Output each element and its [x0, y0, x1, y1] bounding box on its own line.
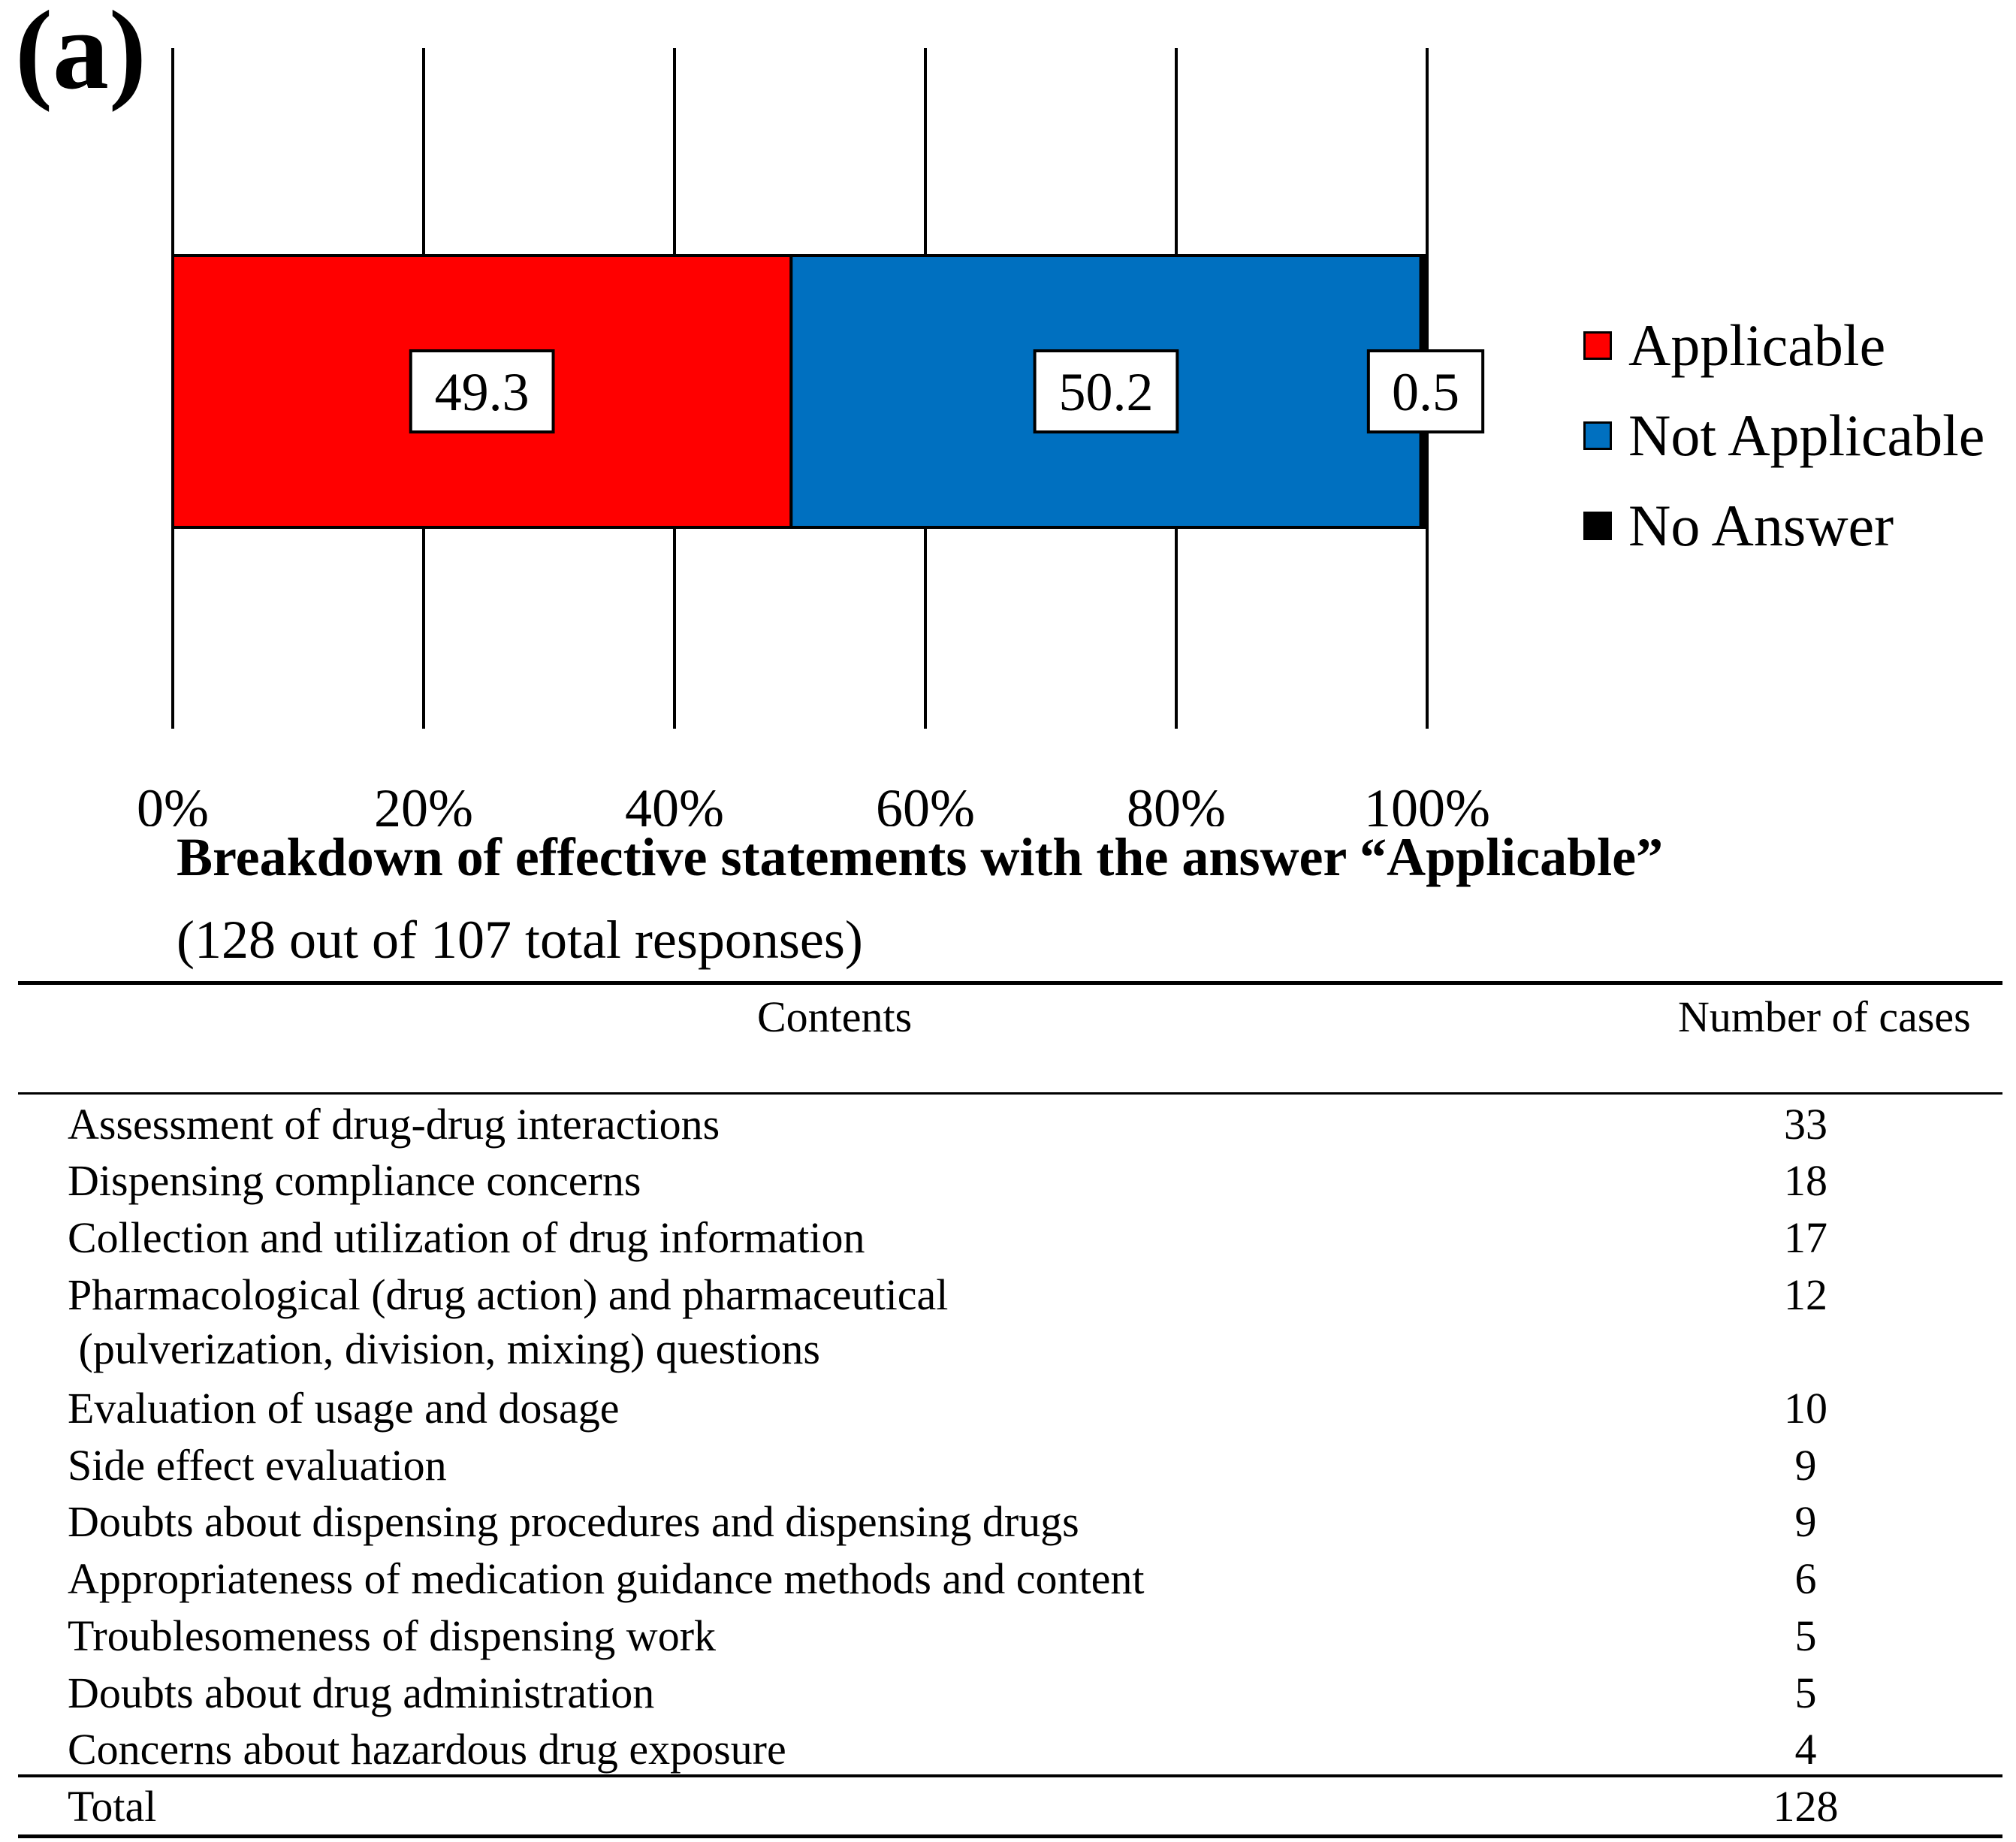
table-row-label: Appropriateness of medication guidance methods and content [68, 1554, 1145, 1603]
chart-subtitle: (128 out of 107 total responses) [177, 910, 863, 970]
table-row-value: 18 [1784, 1156, 1827, 1205]
table-total-rule [18, 1774, 2002, 1777]
legend-swatch-not-applicable [1583, 421, 1612, 450]
table-row-label: Troublesomeness of dispensing work [68, 1611, 717, 1660]
table-row-value: 12 [1784, 1270, 1827, 1319]
table-row-label-continuation: (pulverization, division, mixing) questions [68, 1324, 821, 1373]
table-bottom-rule [18, 1834, 2002, 1838]
table-row-label: Evaluation of usage and dosage [68, 1384, 620, 1433]
table-row-label: Assessment of drug-drug interactions [68, 1100, 720, 1149]
table-row-label: Concerns about hazardous drug exposure [68, 1725, 786, 1774]
legend-item-no-answer [1583, 481, 1984, 571]
x-tick-label: 40% [625, 778, 724, 826]
table-row-value: 4 [1794, 1725, 1817, 1774]
table-header-rule [18, 1092, 2002, 1095]
table-row-value: 5 [1794, 1611, 1817, 1660]
legend-label-not-applicable: Not Applicable [1628, 403, 1985, 468]
legend-label-no-answer: No Answer [1628, 493, 1894, 558]
legend-swatch-applicable [1583, 331, 1612, 360]
chart-legend [1583, 300, 1984, 571]
table-row-label: Doubts about drug administration [68, 1668, 655, 1717]
data-label: 50.2 [1058, 362, 1154, 423]
x-tick-label: 60% [876, 778, 975, 826]
table-row-value: 6 [1794, 1554, 1817, 1603]
table-row-value: 10 [1784, 1384, 1827, 1433]
table-header-contents: Contents [757, 992, 913, 1041]
legend-label-applicable: Applicable [1628, 313, 1886, 378]
table-row-label: Side effect evaluation [68, 1441, 447, 1490]
table-row-value: 5 [1794, 1668, 1817, 1717]
table-top-rule [18, 981, 2002, 985]
table-row-label: Collection and utilization of drug information [68, 1213, 865, 1262]
data-label: 49.3 [434, 362, 530, 423]
table-total-value: 128 [1773, 1782, 1839, 1831]
legend-swatch-no-answer [1583, 512, 1612, 540]
x-tick-label: 100% [1364, 778, 1490, 826]
x-tick-label: 80% [1127, 778, 1226, 826]
legend-item-applicable [1583, 300, 1984, 391]
x-tick-label: 0% [137, 778, 209, 826]
table-row-label: Pharmacological (drug action) and pharmaceutical [68, 1270, 949, 1319]
table-row-label: Dispensing compliance concerns [68, 1156, 641, 1205]
table-row-value: 9 [1794, 1441, 1817, 1490]
legend-item-not-applicable [1583, 391, 1984, 481]
table-row-value: 9 [1794, 1497, 1817, 1546]
table-row-label: Doubts about dispensing procedures and dispensing drugs [68, 1497, 1079, 1546]
x-tick-label: 20% [374, 778, 473, 826]
data-label: 0.5 [1392, 362, 1459, 423]
table-header-number-of-cases: Number of cases [1678, 992, 1971, 1041]
panel-label: (a) [15, 0, 146, 113]
chart-title: Breakdown of effective statements with the answer “Applicable” [177, 827, 1664, 887]
table-row-value: 17 [1784, 1213, 1827, 1262]
table-row-value: 33 [1784, 1100, 1827, 1149]
table-total-label: Total [68, 1782, 157, 1831]
